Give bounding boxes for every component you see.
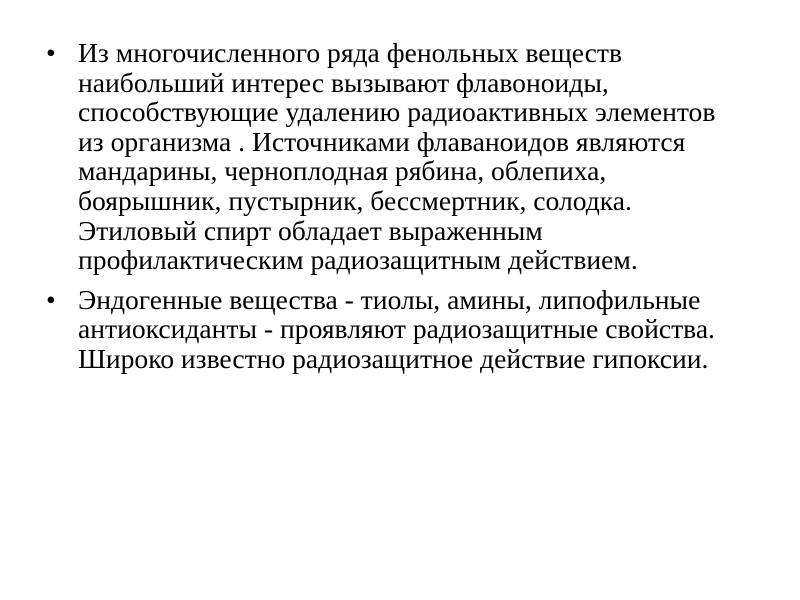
bullet-item-flavonoids [46,38,746,275]
bullet-text-endogenous: Эндогенные вещества - тиолы, амины, липофильные антиоксиданты - проявляют радиозащитные свойства. Широко известно радиозащитное действие гипоксии. [78,283,715,374]
bullet-marker: • [46,37,56,68]
bullet-text-flavonoids: Из многочисленного ряда фенольных веществ наибольший интерес вызывают флавоноиды, способствующие удалению радиоактивных элементов из организма . Источниками флаваноидов являются мандарины, черноплодная рябина, облепиха, боярышник, пустырник, бессмертник, солодка. Этиловый спирт обладает выраженным профилактическим радиозащитным действием. [78,37,716,276]
bullet-marker: • [46,283,56,315]
bullet-list [46,38,746,384]
bullet-item-endogenous [46,285,746,374]
